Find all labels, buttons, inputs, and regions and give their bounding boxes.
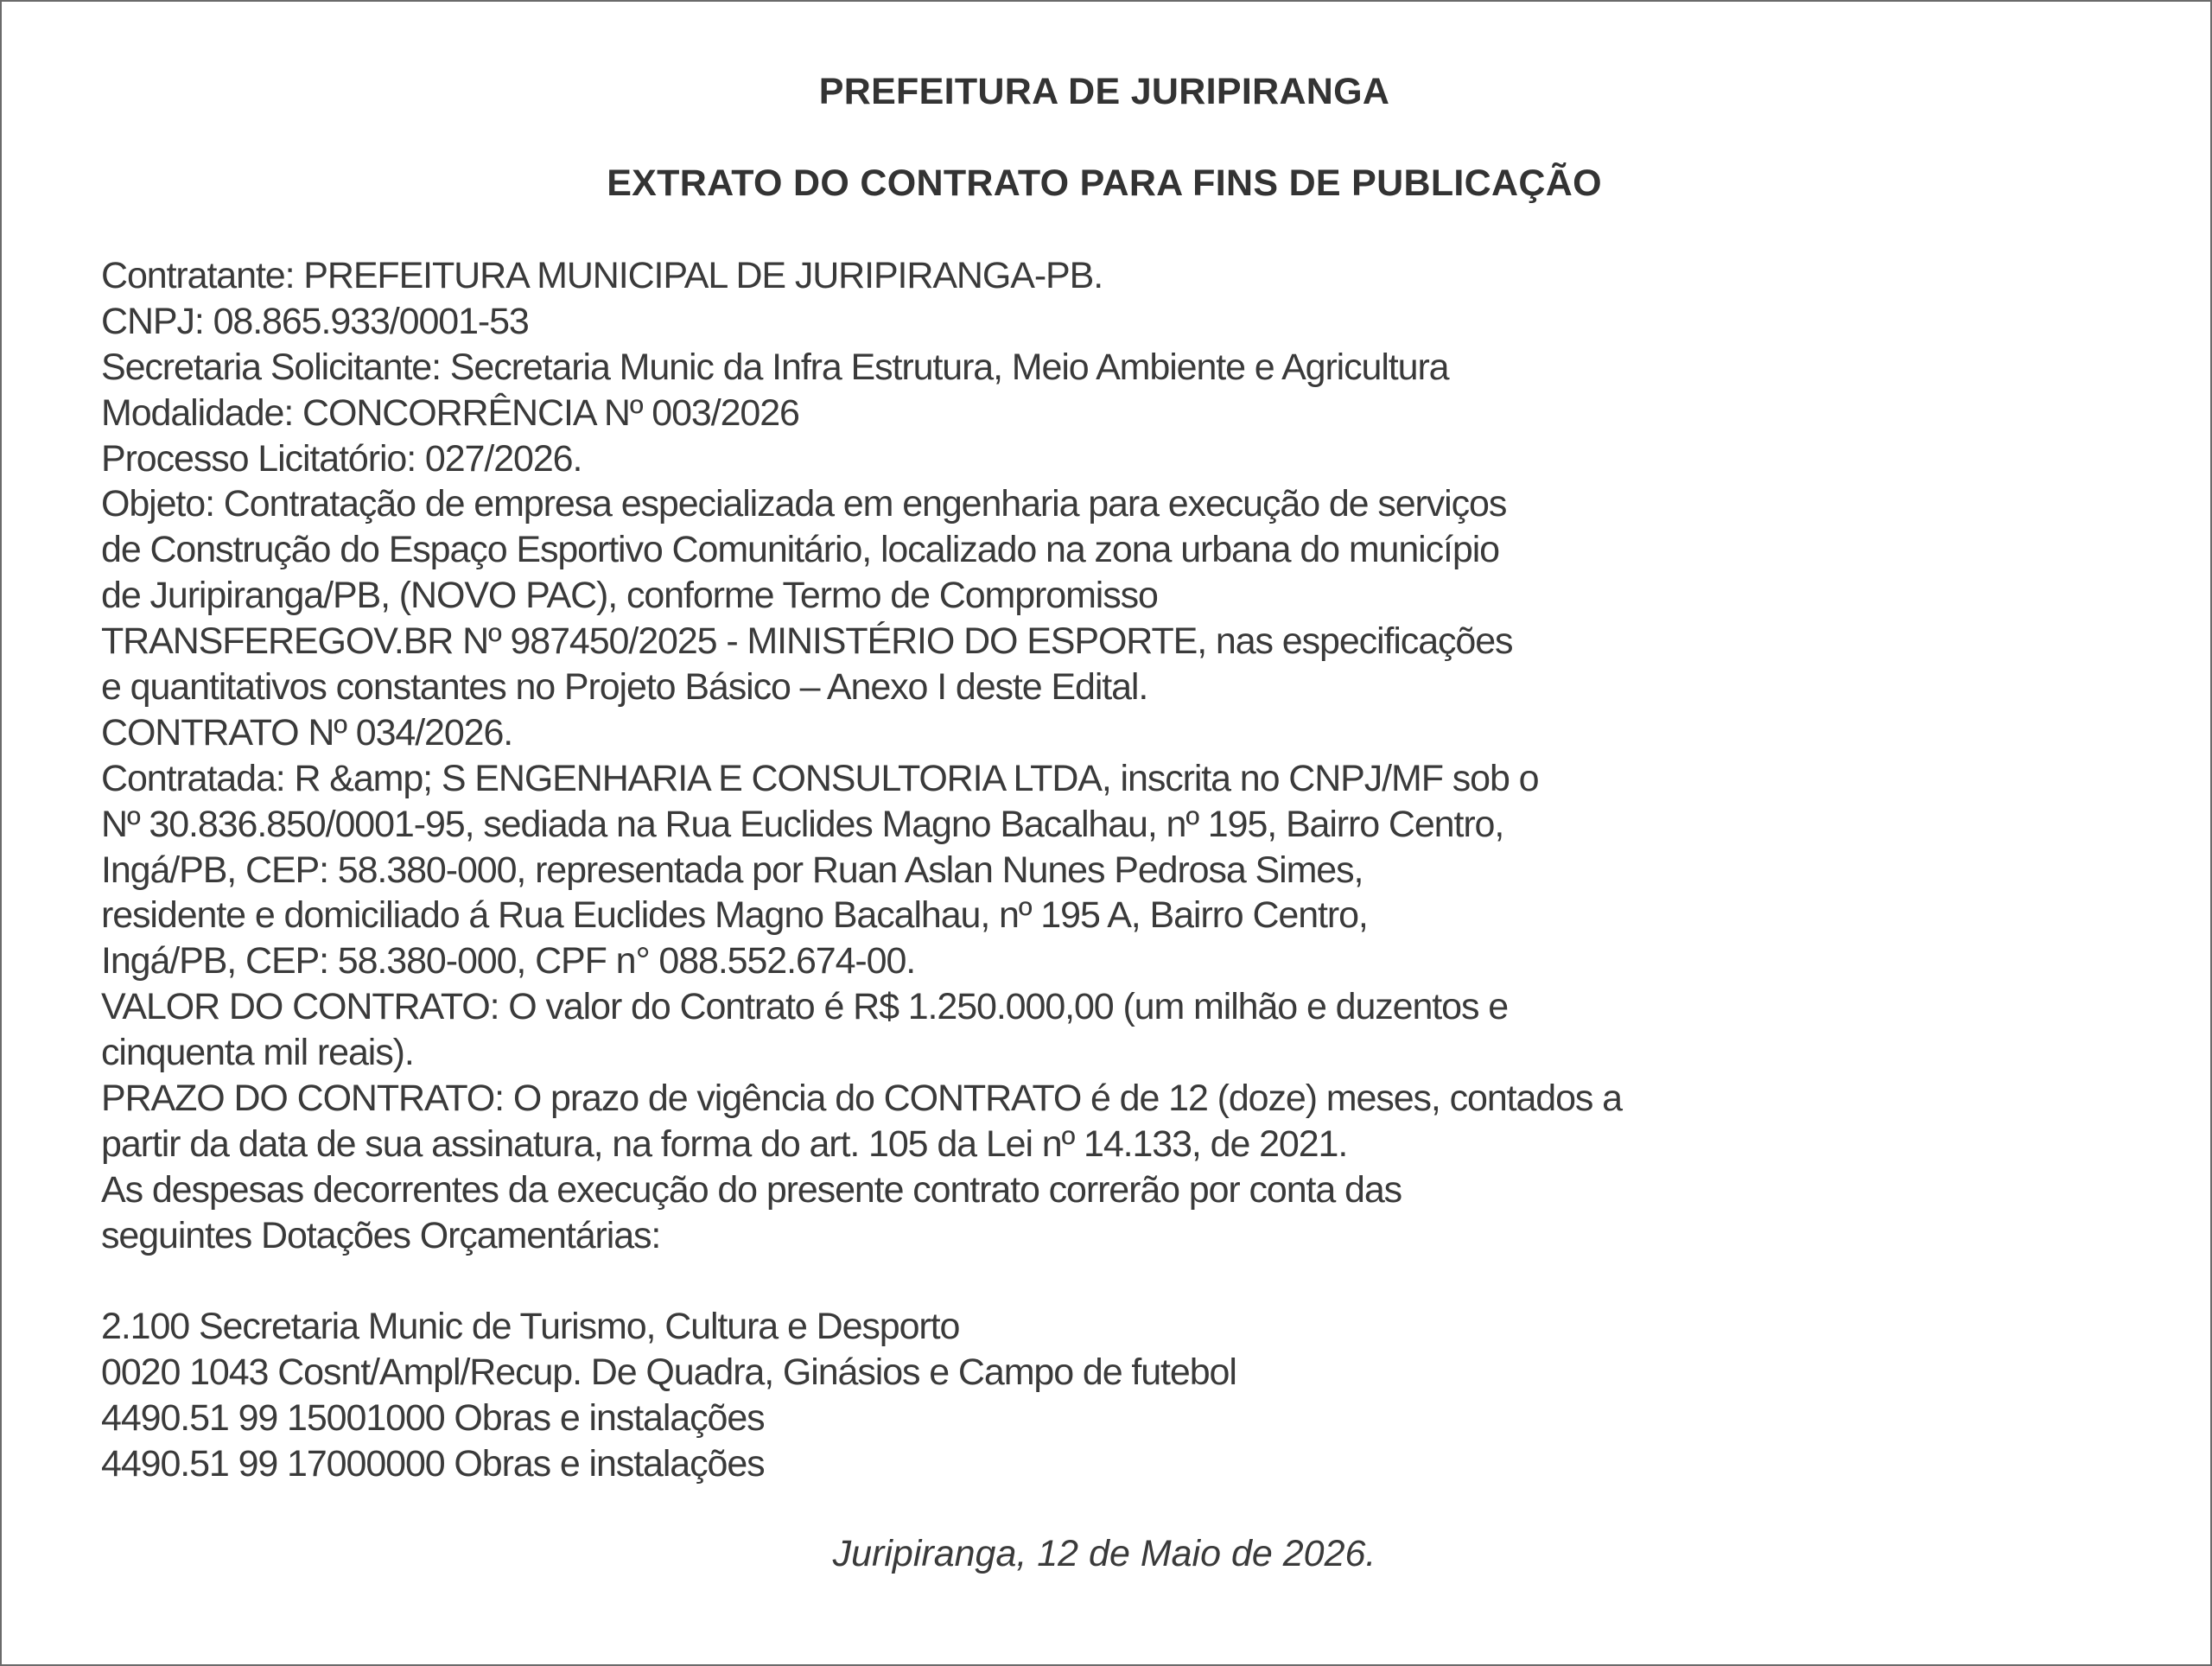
objeto-line: e quantitativos constantes no Projeto Básico – Anexo I deste Edital. [101,666,1148,709]
despesas-line: seguintes Dotações Orçamentárias: [101,1214,661,1256]
valor-line: VALOR DO CONTRATO: O valor do Contrato é R$ 1.250.000,00 (um milhão e duzentos e [101,986,1509,1028]
budget-line: 4490.51 99 17000000 Obras e instalações [101,1443,765,1485]
budget-line: 4490.51 99 15001000 Obras e instalações [101,1397,765,1440]
processo-line: Processo Licitatório: 027/2026. [101,437,582,480]
contratada-line: Ingá/PB, CEP: 58.380-000, CPF n° 088.552.674-00. [101,940,916,982]
prazo-line: partir da data de sua assinatura, na forma do art. 105 da Lei nº 14.133, de 2021. [101,1122,1348,1165]
objeto-line: de Construção do Espaço Esportivo Comunitário, localizado na zona urbana do município [101,529,1499,571]
document-subheading: EXTRATO DO CONTRATO PARA FINS DE PUBLICAÇÃO [607,162,1602,204]
budget-line: 2.100 Secretaria Munic de Turismo, Cultura e Desporto [101,1306,960,1348]
despesas-line: As despesas decorrentes da execução do presente contrato correrão por conta das [101,1168,1402,1211]
paragraph-spacer [101,1259,2088,1305]
contratada-line: Ingá/PB, CEP: 58.380-000, representada por Ruan Aslan Nunes Pedrosa Simes, [101,849,1363,891]
document-heading: PREFEITURA DE JURIPIRANGA [818,71,1390,112]
contrato-number-line: CONTRATO Nº 034/2026. [101,711,513,754]
contratada-line: residente e domiciliado á Rua Euclides Magno Bacalhau, nº 195 A, Bairro Centro, [101,894,1368,937]
date-signature-line: Juripiranga, 12 de Maio de 2026. [832,1533,1376,1574]
objeto-line: de Juripiranga/PB, (NOVO PAC), conforme Termo de Compromisso [101,575,1158,617]
contratante-line: Contratante: PREFEITURA MUNICIPAL DE JURIPIRANGA-PB. [101,255,1103,296]
contratada-line: Contratada: R &amp; S ENGENHARIA E CONSULTORIA LTDA, inscrita no CNPJ/MF sob o [101,757,1539,799]
cnpj-line: CNPJ: 08.865.933/0001-53 [101,300,529,342]
objeto-line: TRANSFEREGOV.BR Nº 987450/2025 - MINISTÉRIO DO ESPORTE, nas especificações [101,620,1513,663]
modalidade-line: Modalidade: CONCORRÊNCIA Nº 003/2026 [101,391,799,434]
contratada-line: Nº 30.836.850/0001-95, sediada na Rua Euclides Magno Bacalhau, nº 195, Bairro Centro, [101,803,1504,845]
valor-line: cinquenta mil reais). [101,1032,414,1074]
objeto-line: Objeto: Contratação de empresa especializada em engenharia para execução de serviços [101,483,1507,525]
document-body [101,253,2088,1487]
prazo-line: PRAZO DO CONTRATO: O prazo de vigência do CONTRATO é de 12 (doze) meses, contados a [101,1078,1622,1120]
secretaria-line: Secretaria Solicitante: Secretaria Munic da Infra Estrutura, Meio Ambiente e Agricultura [101,346,1449,388]
budget-line: 0020 1043 Cosnt/Ampl/Recup. De Quadra, Ginásios e Campo de futebol [101,1351,1236,1394]
